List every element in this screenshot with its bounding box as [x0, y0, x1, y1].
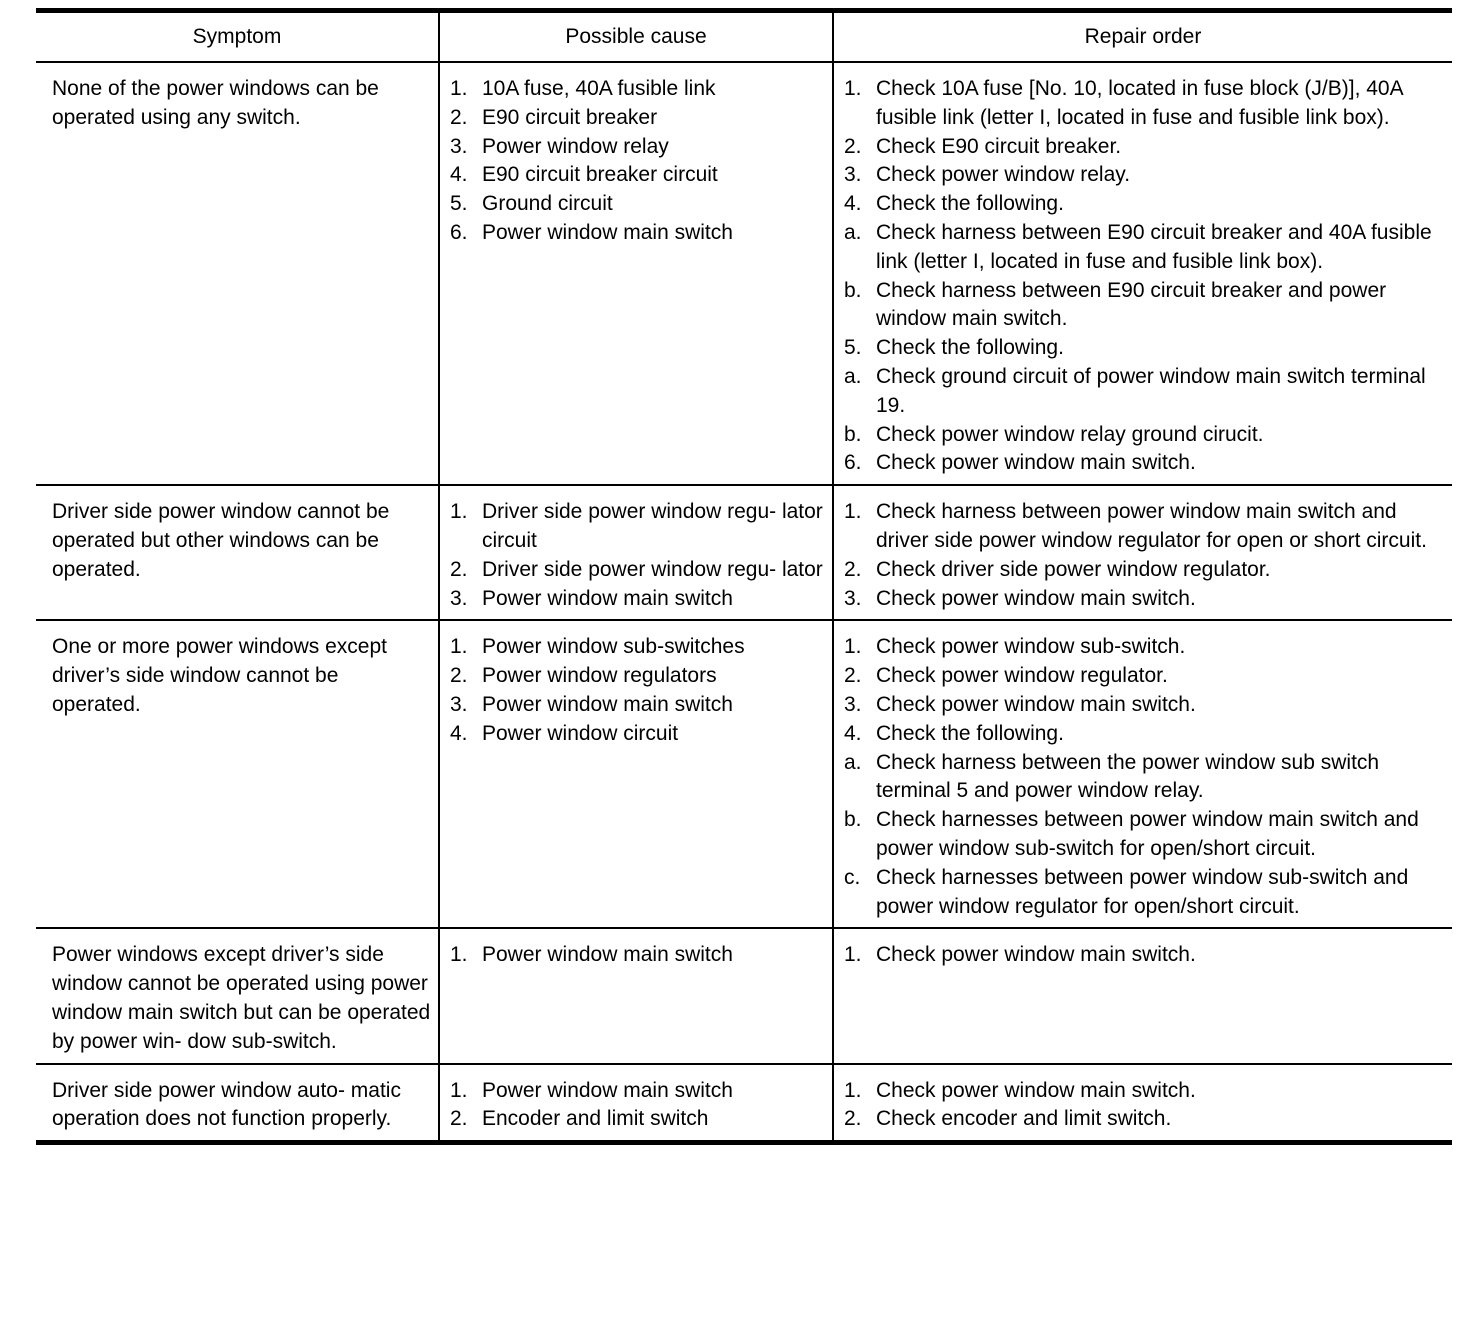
cause-item — [450, 720, 826, 749]
repair-step-number: a. — [844, 220, 862, 244]
symptom-cell — [36, 620, 439, 928]
repair-step-item — [844, 363, 1446, 421]
repair-step-text: Check 10A fuse [No. 10, located in fuse block (J/B)], 40A fusible link (letter I, located in fuse and fusible link box). — [876, 77, 1403, 129]
cause-item — [450, 498, 826, 556]
cause-item — [450, 941, 826, 970]
repair-step-number: 2. — [844, 1107, 862, 1131]
table-row — [36, 62, 1452, 485]
repair-step-text: Check the following. — [876, 336, 1064, 360]
possible-cause-cell — [439, 928, 833, 1063]
cause-text: E90 circuit breaker circuit — [482, 163, 718, 187]
symptom-text: Driver side power window auto- matic operation does not function properly. — [52, 1078, 401, 1131]
repair-step-item — [844, 161, 1446, 190]
repair-step-text: Check power window regulator. — [876, 664, 1168, 688]
repair-order-cell — [833, 485, 1452, 620]
cause-item — [450, 75, 826, 104]
cause-list — [450, 633, 826, 748]
header-possible-cause: Possible cause — [439, 11, 833, 63]
repair-step-number: a. — [844, 750, 862, 774]
possible-cause-cell — [439, 62, 833, 485]
cause-item — [450, 1105, 826, 1134]
repair-step-number: 2. — [844, 134, 862, 158]
cause-text: Encoder and limit switch — [482, 1107, 709, 1131]
cause-number: 3. — [450, 134, 468, 158]
table-row — [36, 928, 1452, 1063]
repair-step-number: 4. — [844, 192, 862, 216]
header-symptom: Symptom — [192, 24, 282, 48]
cause-text: Power window main switch — [482, 220, 733, 244]
cause-item — [450, 691, 826, 720]
cause-number: 1. — [450, 1078, 468, 1102]
symptom-text: None of the power windows can be operated using any switch. — [52, 77, 379, 129]
repair-step-item — [844, 556, 1446, 585]
symptom-cell — [36, 1064, 439, 1143]
repair-step-text: Check harnesses between power window sub-switch and power window regulator for open/short circuit. — [876, 865, 1409, 918]
repair-step-number: a. — [844, 364, 862, 388]
repair-step-item — [844, 219, 1446, 277]
cause-number: 1. — [450, 943, 468, 967]
cause-text: E90 circuit breaker — [482, 105, 658, 129]
repair-step-item — [844, 749, 1446, 807]
repair-step-number: 1. — [844, 1078, 862, 1102]
repair-step-item — [844, 421, 1446, 450]
symptom-cell — [36, 485, 439, 620]
repair-step-text: Check harness between E90 circuit breaker and 40A fusible link (letter I, located in fuse and fusible link box). — [876, 220, 1432, 273]
repair-step-text: Check power window relay. — [876, 163, 1131, 187]
cause-number: 2. — [450, 105, 468, 129]
repair-step-number: 5. — [844, 336, 862, 360]
repair-step-item — [844, 633, 1446, 662]
cause-item — [450, 104, 826, 133]
repair-step-number: b. — [844, 278, 862, 302]
cause-text: Power window regulators — [482, 664, 717, 688]
cause-list — [450, 1077, 826, 1135]
repair-step-text: Check power window main switch. — [876, 586, 1196, 610]
repair-step-item — [844, 334, 1446, 363]
repair-step-number: 6. — [844, 451, 862, 475]
repair-step-text: Check harnesses between power window main switch and power window sub-switch for open/short circuit. — [876, 808, 1419, 860]
cause-number: 2. — [450, 664, 468, 688]
cause-item — [450, 662, 826, 691]
possible-cause-cell — [439, 1064, 833, 1143]
possible-cause-cell — [439, 485, 833, 620]
symptom-cell — [36, 928, 439, 1063]
repair-step-text: Check ground circuit of power window main switch terminal 19. — [876, 364, 1426, 417]
repair-step-item — [844, 75, 1446, 133]
cause-number: 1. — [450, 77, 468, 100]
repair-step-text: Check power window relay ground cirucit. — [876, 422, 1264, 446]
table-row — [36, 1064, 1452, 1143]
cause-number: 4. — [450, 721, 468, 745]
repair-step-item — [844, 449, 1446, 478]
symptom-text: Driver side power window cannot be operated but other windows can be operated. — [52, 500, 390, 581]
repair-order-cell — [833, 1064, 1452, 1143]
repair-step-item — [844, 864, 1446, 922]
cause-item — [450, 585, 826, 614]
repair-step-text: Check harness between power window main switch and driver side power window regulator for open or short circuit. — [876, 500, 1427, 552]
cause-item — [450, 161, 826, 190]
cause-text: 10A fuse, 40A fusible link — [482, 77, 716, 100]
cause-item — [450, 190, 826, 219]
repair-step-number: 3. — [844, 692, 862, 716]
cause-list — [450, 75, 826, 248]
repair-step-item — [844, 585, 1446, 614]
repair-step-text: Check power window main switch. — [876, 1078, 1196, 1102]
cause-number: 3. — [450, 586, 468, 610]
repair-step-number: 1. — [844, 500, 862, 524]
symptom-cell — [36, 62, 439, 485]
table-row — [36, 485, 1452, 620]
symptom-text: One or more power windows except driver’s side window cannot be operated. — [52, 635, 387, 716]
header-repair-order: Repair order — [833, 11, 1452, 63]
repair-step-number: 2. — [844, 557, 862, 581]
repair-step-item — [844, 277, 1446, 335]
cause-number: 5. — [450, 192, 468, 216]
repair-order-cell — [833, 620, 1452, 928]
repair-step-number: 3. — [844, 163, 862, 187]
cause-number: 2. — [450, 557, 468, 581]
repair-step-item — [844, 941, 1446, 970]
repair-step-number: b. — [844, 808, 862, 832]
repair-order-cell — [833, 928, 1452, 1063]
repair-step-number: 4. — [844, 721, 862, 745]
cause-text: Driver side power window regu- lator — [482, 557, 823, 581]
repair-step-number: 1. — [844, 77, 862, 100]
cause-number: 3. — [450, 692, 468, 716]
cause-item — [450, 1077, 826, 1106]
cause-text: Power window main switch — [482, 692, 733, 716]
repair-step-number: 3. — [844, 586, 862, 610]
repair-step-text: Check power window main switch. — [876, 692, 1196, 716]
repair-step-text: Check the following. — [876, 721, 1064, 745]
cause-text: Power window relay — [482, 134, 669, 158]
cause-number: 6. — [450, 220, 468, 244]
cause-text: Power window main switch — [482, 943, 733, 967]
repair-step-text: Check harness between E90 circuit breaker and power window main switch. — [876, 278, 1387, 331]
repair-step-text: Check encoder and limit switch. — [876, 1107, 1172, 1131]
cause-text: Driver side power window regu- lator circuit — [482, 500, 823, 552]
repair-step-list — [844, 941, 1446, 970]
repair-step-list — [844, 633, 1446, 921]
repair-step-item — [844, 691, 1446, 720]
cause-number: 1. — [450, 500, 468, 524]
repair-step-item — [844, 498, 1446, 556]
cause-list — [450, 941, 826, 970]
repair-step-text: Check power window sub-switch. — [876, 635, 1186, 659]
cause-item — [450, 556, 826, 585]
possible-cause-cell — [439, 620, 833, 928]
diagnosis-table — [36, 8, 1452, 1145]
repair-step-list — [844, 75, 1446, 478]
repair-step-number: b. — [844, 422, 862, 446]
repair-step-item — [844, 133, 1446, 162]
cause-list — [450, 498, 826, 613]
cause-item — [450, 219, 826, 248]
repair-step-list — [844, 1077, 1446, 1135]
repair-step-text: Check the following. — [876, 192, 1064, 216]
repair-step-item — [844, 662, 1446, 691]
cause-text: Power window circuit — [482, 721, 679, 745]
repair-step-item — [844, 190, 1446, 219]
repair-step-number: c. — [844, 865, 861, 889]
repair-step-item — [844, 1077, 1446, 1106]
cause-number: 2. — [450, 1107, 468, 1131]
repair-step-number: 2. — [844, 664, 862, 688]
repair-order-cell — [833, 62, 1452, 485]
cause-text: Power window main switch — [482, 1078, 733, 1102]
cause-item — [450, 633, 826, 662]
repair-step-text: Check E90 circuit breaker. — [876, 134, 1122, 158]
repair-step-item — [844, 720, 1446, 749]
repair-step-list — [844, 498, 1446, 613]
repair-step-number: 1. — [844, 943, 862, 967]
repair-step-text: Check power window main switch. — [876, 451, 1196, 475]
cause-number: 4. — [450, 163, 468, 187]
diagnosis-sheet — [36, 8, 1452, 1145]
repair-step-text: Check harness between the power window sub switch terminal 5 and power window relay. — [876, 750, 1380, 803]
cause-item — [450, 133, 826, 162]
table-row — [36, 620, 1452, 928]
repair-step-number: 1. — [844, 635, 862, 659]
cause-number: 1. — [450, 635, 468, 659]
repair-step-item — [844, 806, 1446, 864]
repair-step-text: Check power window main switch. — [876, 943, 1196, 967]
table-header-row — [36, 11, 1452, 63]
cause-text: Power window main switch — [482, 586, 733, 610]
repair-step-text: Check driver side power window regulator. — [876, 557, 1271, 581]
table-body — [36, 62, 1452, 1143]
repair-step-item — [844, 1105, 1446, 1134]
symptom-text: Power windows except driver’s side window cannot be operated using power window main switch but can be operated by power win- dow sub-switch. — [52, 943, 431, 1053]
cause-text: Power window sub-switches — [482, 635, 745, 659]
cause-text: Ground circuit — [482, 192, 613, 216]
